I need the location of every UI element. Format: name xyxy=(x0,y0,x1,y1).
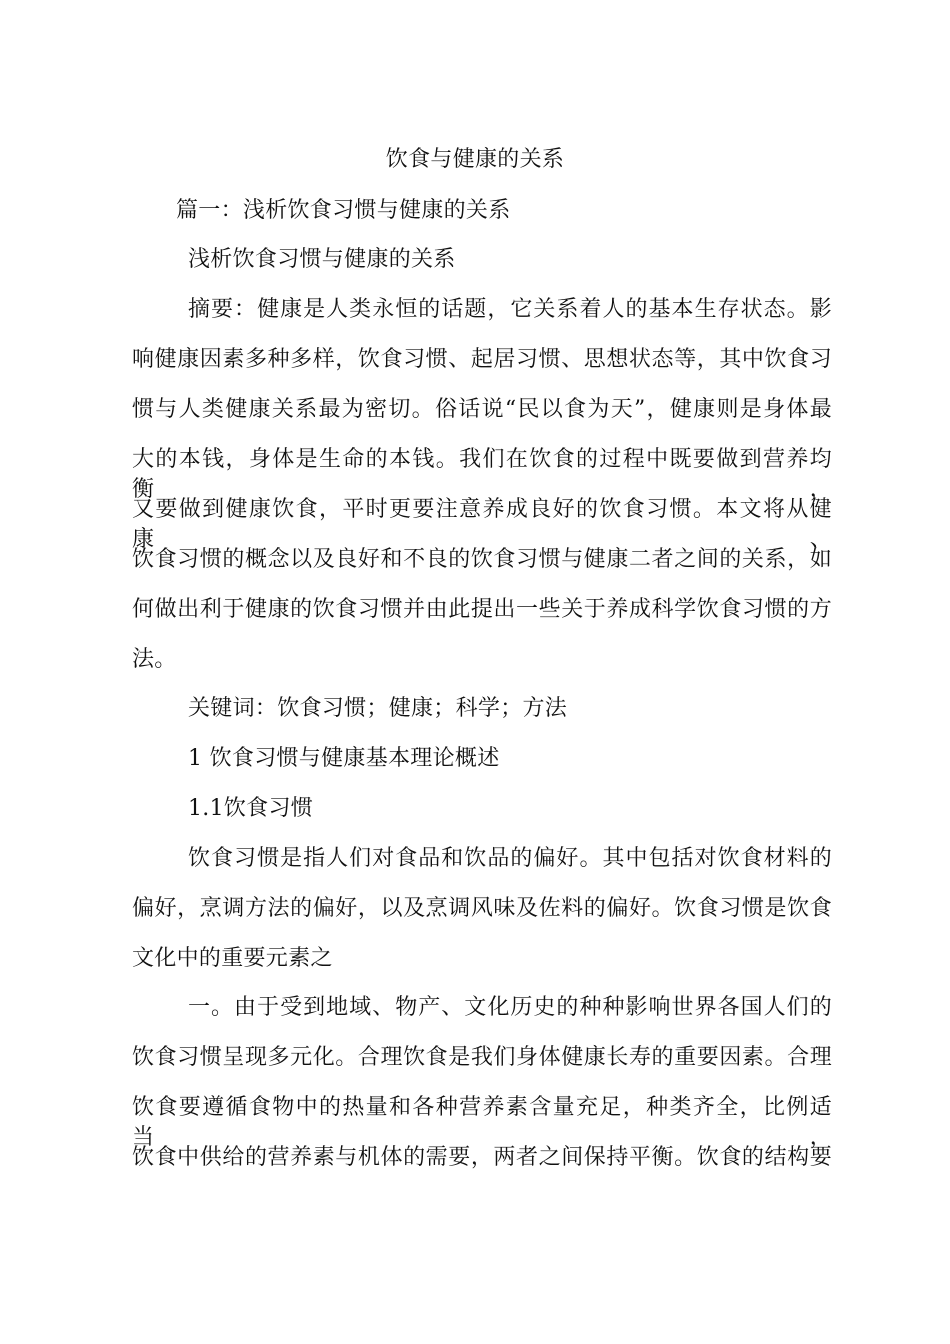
section-heading-1-1: 1.1饮食习惯 xyxy=(188,796,314,821)
abstract-line: 摘要：健康是人类永恒的话题，它关系着人的基本生存状态。影 xyxy=(188,297,832,322)
article-title: 浅析饮食习惯与健康的关系 xyxy=(188,247,456,272)
document-title: 饮食与健康的关系 xyxy=(385,147,565,172)
keywords: 关键词：饮食习惯；健康；科学；方法 xyxy=(188,696,568,721)
abstract-line: 惯与人类健康关系最为密切。俗话说“民以食为天”，健康则是身体最 xyxy=(132,397,832,422)
abstract-line: 饮食习惯的概念以及良好和不良的饮食习惯与健康二者之间的关系，如 xyxy=(132,547,832,572)
paragraph-line: 文化中的重要元素之 xyxy=(132,946,333,971)
section-heading-1: 1 饮食习惯与健康基本理论概述 xyxy=(188,746,500,771)
paragraph-line: 饮食习惯呈现多元化。合理饮食是我们身体健康长寿的重要因素。合理 xyxy=(132,1045,832,1070)
abstract-line: 法。 xyxy=(132,647,177,672)
paragraph-line: 偏好，烹调方法的偏好，以及烹调风味及佐料的偏好。饮食习惯是饮食 xyxy=(132,896,832,921)
abstract-line: 何做出利于健康的饮食习惯并由此提出一些关于养成科学饮食习惯的方 xyxy=(132,597,832,622)
abstract-line: 又要做到健康饮食，平时更要注意养成良好的饮食习惯。本文将从健康、 xyxy=(132,497,832,552)
part-heading: 篇一：浅析饮食习惯与健康的关系 xyxy=(176,198,511,223)
paragraph-line: 饮食习惯是指人们对食品和饮品的偏好。其中包括对饮食材料的 xyxy=(188,846,832,871)
paragraph-line: 一。由于受到地域、物产、文化历史的种种影响世界各国人们的 xyxy=(188,995,832,1020)
paragraph-line: 饮食要遵循食物中的热量和各种营养素含量充足，种类齐全，比例适当， xyxy=(132,1095,832,1150)
paragraph-line: 饮食中供给的营养素与机体的需要，两者之间保持平衡。饮食的结构要 xyxy=(132,1145,832,1170)
abstract-line: 大的本钱，身体是生命的本钱。我们在饮食的过程中既要做到营养均衡， xyxy=(132,447,832,502)
abstract-line: 响健康因素多种多样，饮食习惯、起居习惯、思想状态等，其中饮食习 xyxy=(132,347,832,372)
